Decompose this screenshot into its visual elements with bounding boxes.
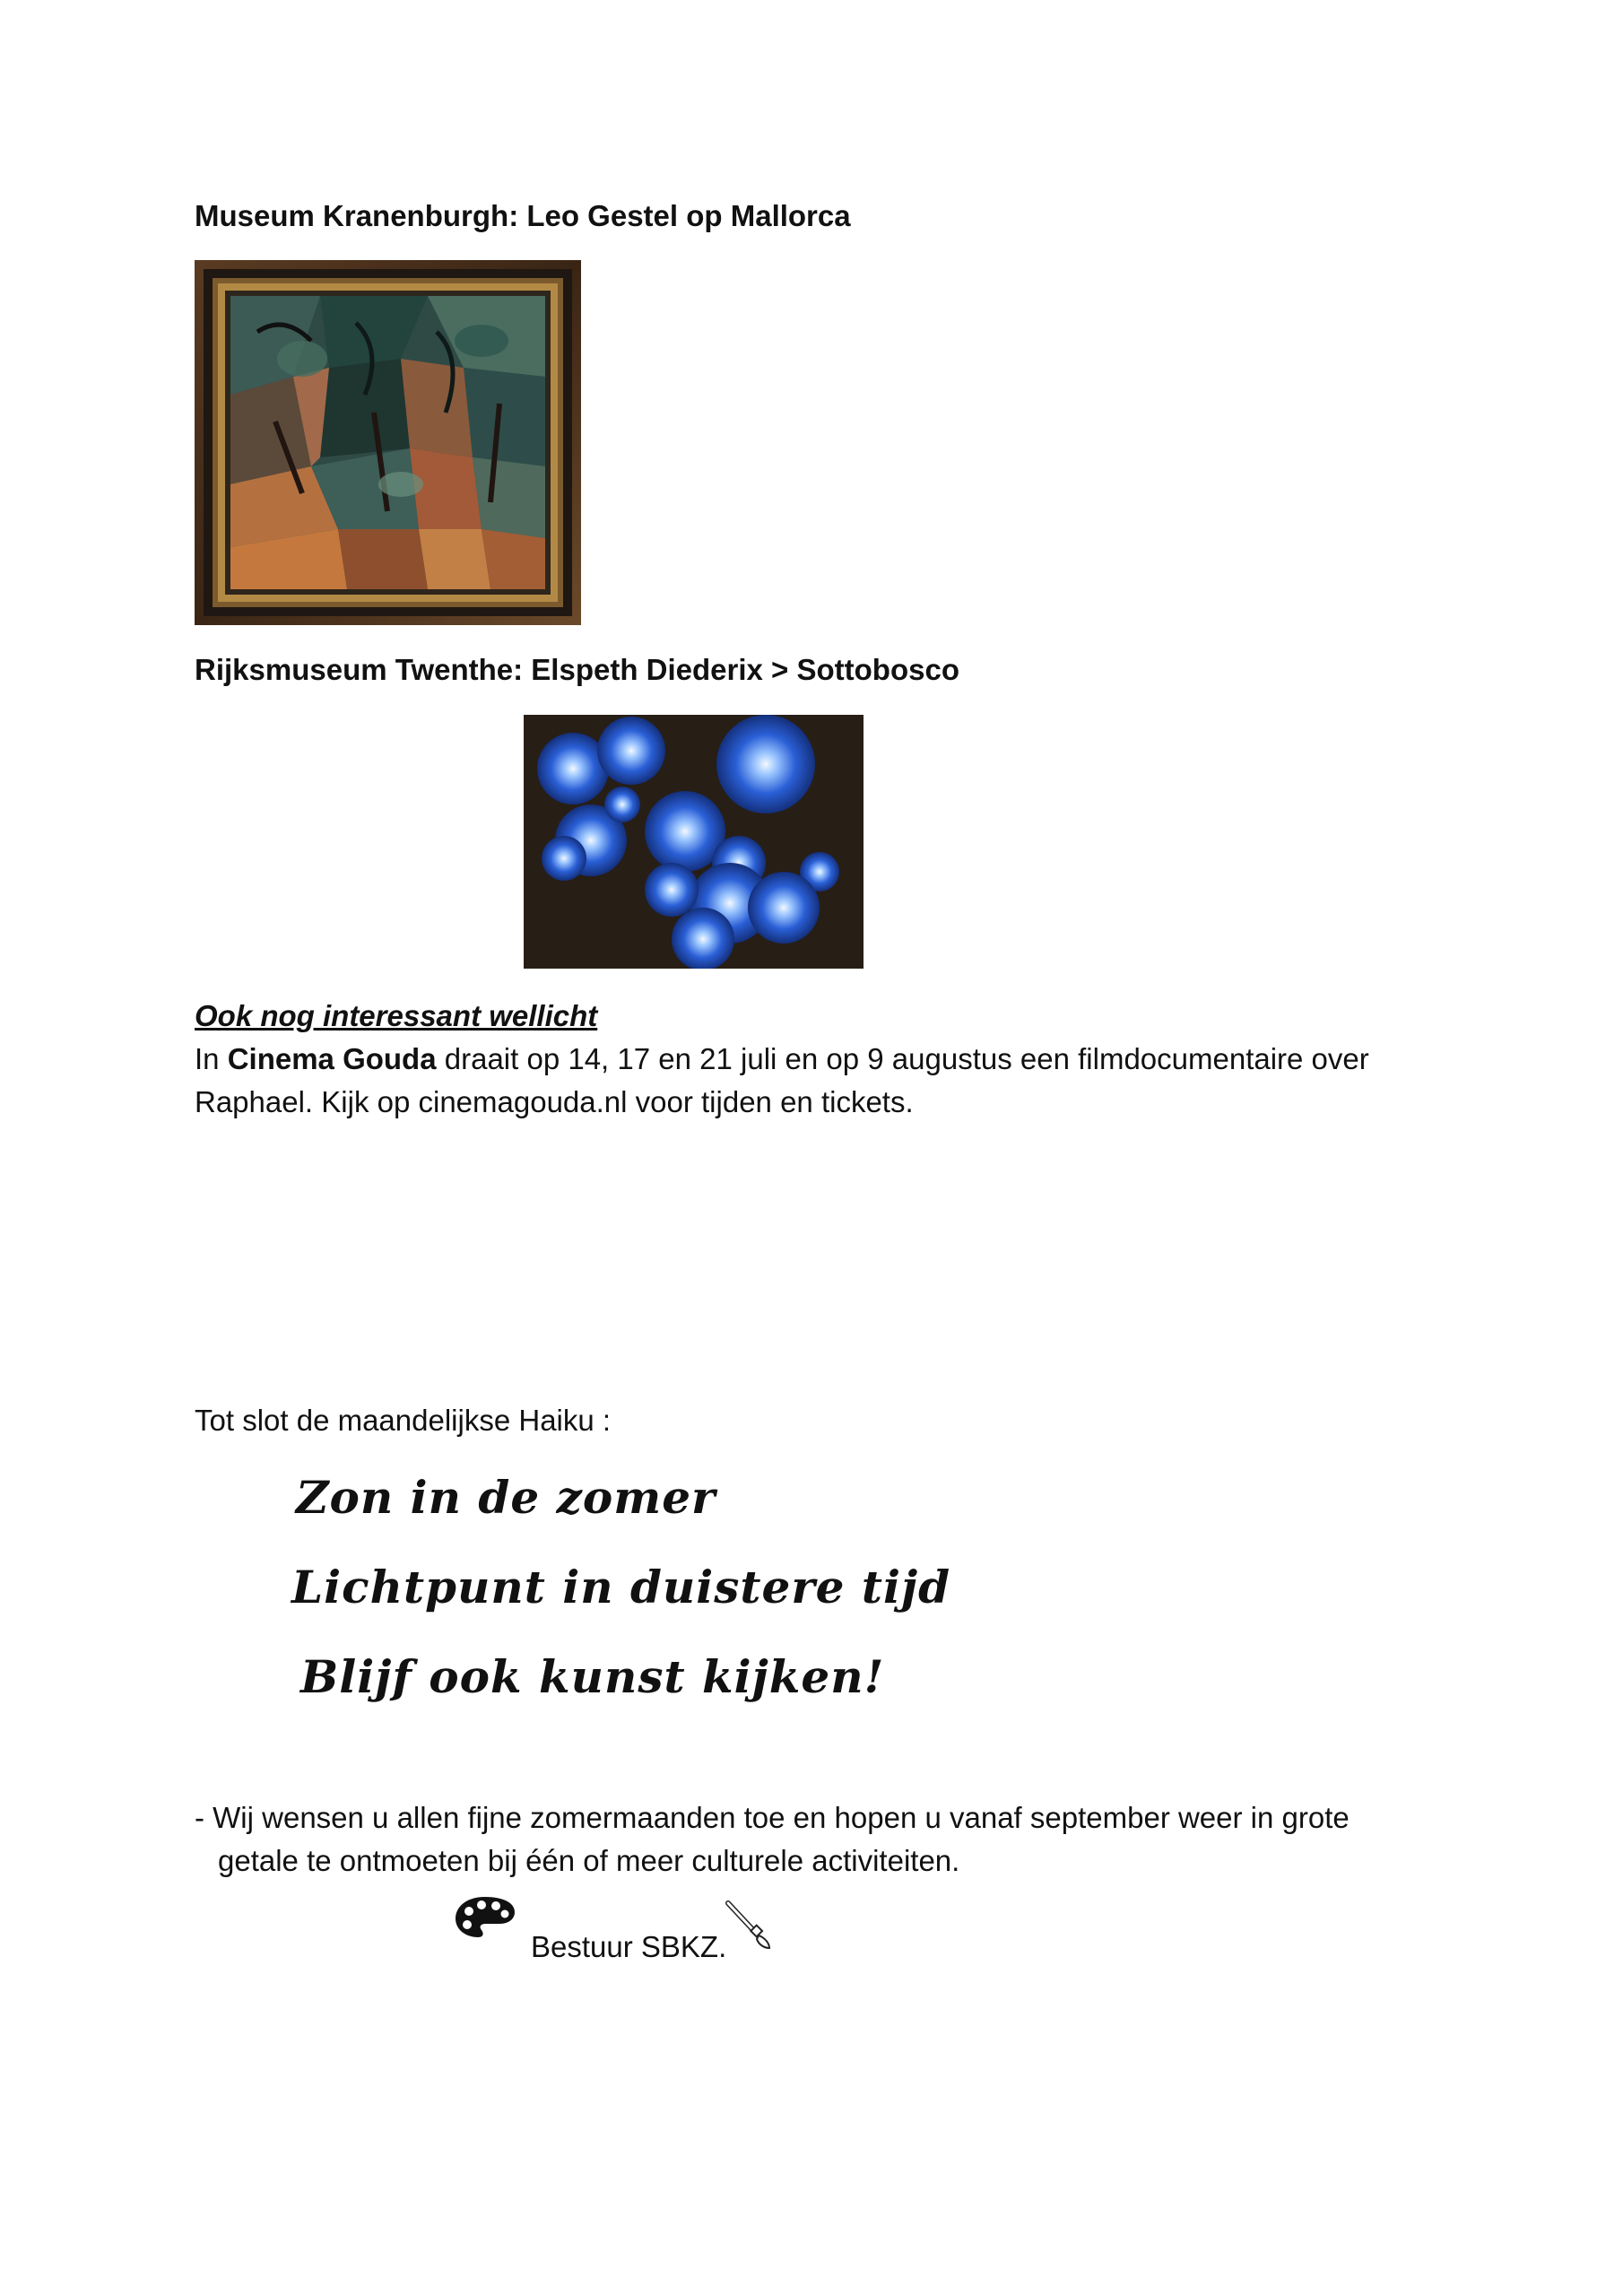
extra-line2: Raphael. Kijk op cinemagouda.nl voor tijden en tickets.	[195, 1085, 914, 1118]
signature: Bestuur SBKZ.	[531, 1930, 727, 1963]
paintbrush-icon	[725, 1900, 775, 1952]
haiku-line-3: Blijf ook kunst kijken!	[300, 1650, 885, 1703]
extra-line1-post: draait op 14, 17 en 21 juli en op 9 augustus een filmdocumentaire over	[436, 1042, 1369, 1075]
closing-line1: - Wij wensen u allen fijne zomermaanden toe en hopen u vanaf september weer in grote	[195, 1801, 1350, 1834]
cinema-gouda-label: Cinema Gouda	[227, 1042, 437, 1075]
extra-heading: Ook nog interessant wellicht	[195, 999, 598, 1032]
painting-leo-gestel-image	[195, 260, 581, 625]
section1-heading: Museum Kranenburgh: Leo Gestel op Mallorca	[195, 199, 851, 232]
extra-line1-pre: In	[195, 1042, 228, 1075]
sottobosco-flowers-image	[524, 715, 864, 969]
palette-icon	[453, 1894, 517, 1941]
haiku-line-1: Zon in de zomer	[296, 1471, 716, 1524]
closing-line2: getale te ontmoeten bij één of meer culturele activiteiten.	[218, 1844, 960, 1877]
haiku-line-2: Lichtpunt in duistere tijd	[291, 1561, 951, 1613]
section2-heading: Rijksmuseum Twenthe: Elspeth Diederix > Sottobosco	[195, 653, 959, 686]
haiku-intro: Tot slot de maandelijkse Haiku :	[195, 1404, 612, 1437]
extra-line1	[195, 1038, 1369, 1081]
